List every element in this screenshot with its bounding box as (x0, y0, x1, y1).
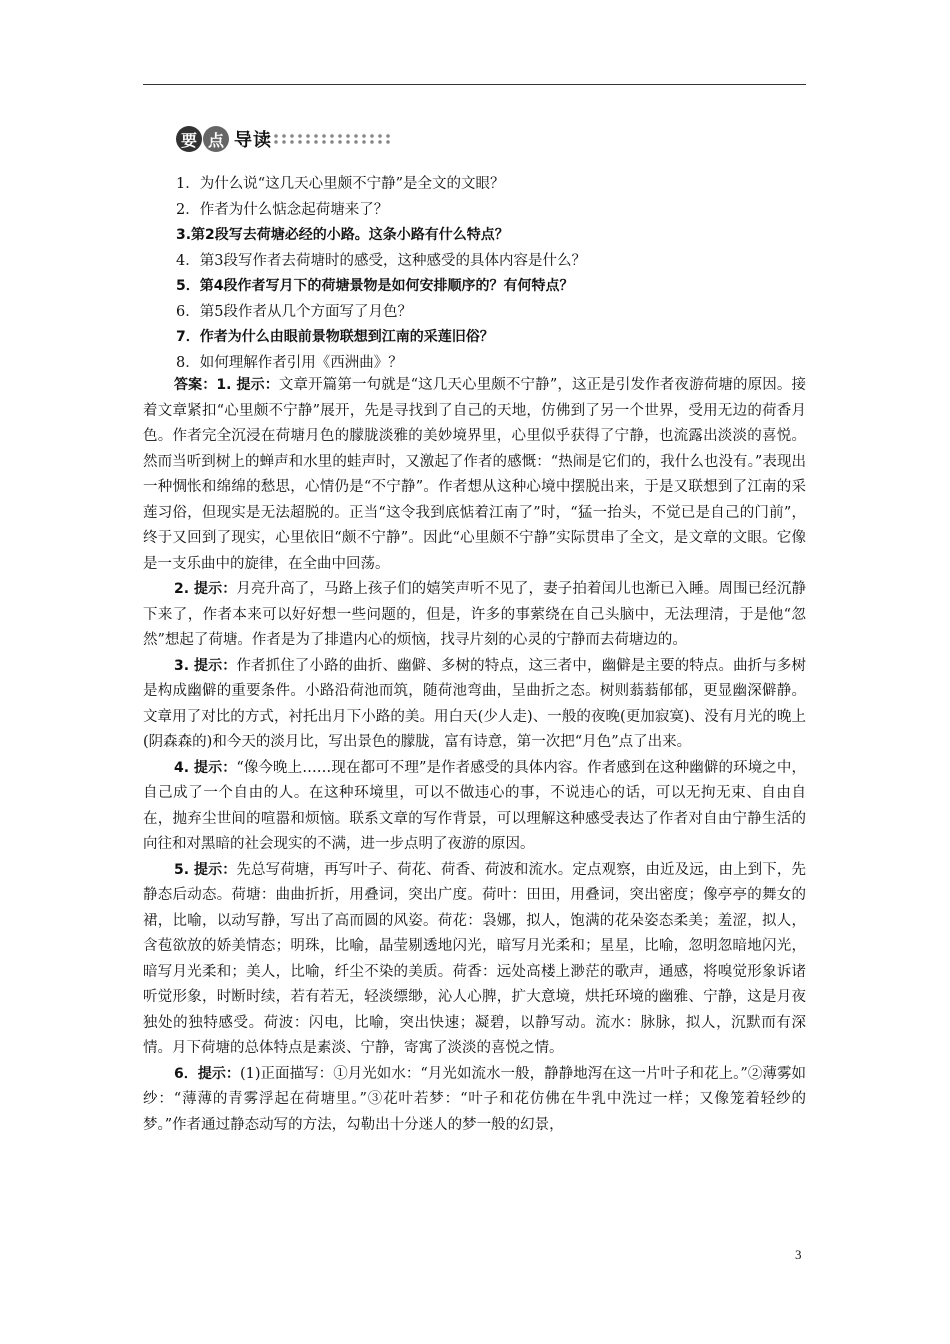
section-title: 导读 (234, 130, 272, 151)
page-number: 3 (795, 1247, 802, 1262)
answer-label: 3. 提示： (174, 657, 237, 674)
answer-section (143, 373, 806, 1138)
question-list (176, 172, 806, 376)
question-item: 8．如何理解作者引用《西洲曲》？ (176, 354, 403, 371)
answer-text: 先总写荷塘，再写叶子、荷花、荷香、荷波和流水。定点观察，由近及远，由上到下，先静态后动态。荷塘：曲曲折折，用叠词，突出广度。荷叶：田田，用叠词，突出密度；像亭亭的舞女的裙，比喻，以动写静，写出了高而圆的风姿。荷花：袅娜，拟人，饱满的花朵姿态柔美；羞涩，拟人，含苞欲放的娇美情态；明珠，比喻，晶莹剔透地闪光，暗写月光柔和；星星，比喻，忽明忽暗地闪光，暗写月光柔和；美人，比喻，纤尘不染的美质。荷香：远处高楼上渺茫的歌声，通感，将嗅觉形象诉诸听觉形象，时断时续，若有若无，轻淡缥缈，沁人心脾，扩大意境，烘托环境的幽雅、宁静，这是月夜独处的独特感受。荷波：闪电，比喻，突出快速；凝碧，以静写动。流水：脉脉，拟人，沉默而有深情。月下荷塘的总体特点是素淡、宁静，寄寓了淡淡的喜悦之情。 (143, 861, 806, 1056)
answer-label: 6．提示： (174, 1065, 240, 1082)
question-item: 7．作者为什么由眼前景物联想到江南的采莲旧俗？ (176, 329, 494, 345)
answer-paragraph (143, 1062, 806, 1139)
question-item: 2．作者为什么惦念起荷塘来了？ (176, 201, 389, 218)
answer-label: 4. 提示： (174, 759, 237, 776)
answer-label: 2. 提示： (174, 581, 237, 597)
question-item: 6．第5段作者从几个方面写了月色？ (176, 303, 412, 320)
section-badge (176, 124, 272, 154)
answer-text: “像今晚上……现在都可不理”是作者感受的具体内容。作者感到在这种幽僻的环境之中，自己成了一个自由的人。在这种环境里，可以不做违心的事，不说违心的话，可以无拘无束、自由自在，抛弃尘世间的喧嚣和烦恼。联系文章的写作背景，可以理解这种感受表达了作者对自由宁静生活的向往和对黑暗的社会现实的不满，进一步点明了夜游的原因。 (143, 759, 806, 852)
answer-text: 作者抓住了小路的曲折、幽僻、多树的特点，这三者中，幽僻是主要的特点。曲折与多树是构成幽僻的重要条件。小路沿荷池而筑，随荷池弯曲，呈曲折之态。树则蓊蓊郁郁，更显幽深僻静。文章用了对比的方式，衬托出月下小路的美。用白天(少人走)、一般的夜晚(更加寂寞)、没有月光的晚上(阴森森的)和今天的淡月比，写出景色的朦胧，富有诗意，第一次把“月色”点了出来。 (143, 657, 806, 750)
answer-paragraph (143, 373, 806, 577)
answer-label: 答案：1. 提示： (174, 377, 279, 393)
question-item: 3.第2段写去荷塘必经的小路。这条小路有什么特点？ (176, 227, 509, 243)
badge-char-2: 点 (203, 126, 229, 152)
answer-text: 月亮升高了，马路上孩子们的嬉笑声听不见了，妻子拍着闰儿也渐已入睡。周围已经沉静下来了，作者本来可以好好想一些问题的，但是，许多的事萦绕在自己头脑中，无法理清，于是他“忽然”想起了荷塘。作者是为了排遣内心的烦恼，找寻片刻的心灵的宁静而去荷塘边的。 (143, 581, 806, 648)
answer-paragraph (143, 858, 806, 1062)
answer-label: 5. 提示： (174, 861, 237, 878)
answer-text: 文章开篇第一句就是“这几天心里颇不宁静”，这正是引发作者夜游荷塘的原因。接着文章紧扣“心里颇不宁静”展开，先是寻找到了自己的天地，仿佛到了另一个世界，受用无边的荷香月色。作者完全沉浸在荷塘月色的朦胧淡雅的美妙境界里，心里似乎获得了宁静，也流露出淡淡的喜悦。然而当听到树上的蝉声和水里的蛙声时，又激起了作者的感慨：“热闹是它们的，我什么也没有。”表现出一种惆怅和绵绵的愁思，心情仍是“不宁静”。作者想从这种心境中摆脱出来，于是又联想到了江南的采莲习俗，但现实是无法超脱的。正当“这令我到底惦着江南了”时，“猛一抬头，不觉已是自己的门前”，终于又回到了现实，心里依旧“颇不宁静”。因此“心里颇不宁静”实际贯串了全文，是文章的文眼。它像是一支乐曲中的旋律，在全曲中回荡。 (143, 377, 806, 572)
header-rule (143, 84, 806, 85)
answer-paragraph (143, 577, 806, 654)
question-item: 1．为什么说“这几天心里颇不宁静”是全文的文眼？ (176, 176, 505, 192)
dotted-divider (272, 133, 390, 145)
answer-text: (1)正面描写：①月光如水：“月光如流水一般，静静地泻在这一片叶子和花上。”②薄雾如纱：“薄薄的青雾浮起在荷塘里。”③花叶若梦：“叶子和花仿佛在牛乳中洗过一样；又像笼着轻纱的梦。”作者通过静态动写的方法，勾勒出十分迷人的梦一般的幻景， (143, 1065, 806, 1133)
answer-paragraph (143, 654, 806, 756)
badge-char-1: 要 (176, 126, 202, 152)
answer-paragraph (143, 756, 806, 858)
question-item: 4．第3段写作者去荷塘时的感受，这种感受的具体内容是什么？ (176, 252, 586, 269)
question-item: 5．第4段作者写月下的荷塘景物是如何安排顺序的？有何特点？ (176, 278, 574, 294)
